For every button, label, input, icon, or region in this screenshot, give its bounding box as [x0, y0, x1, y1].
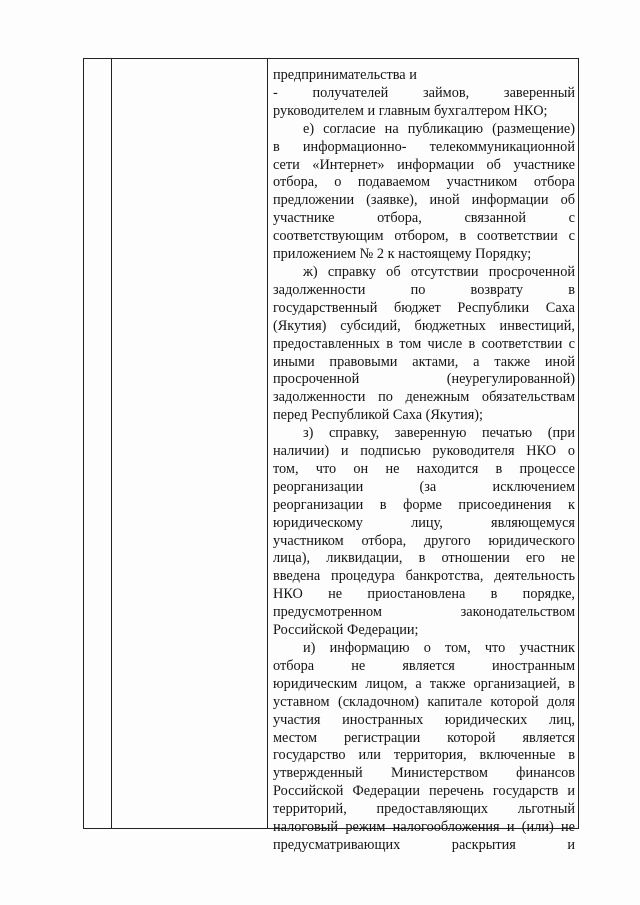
- text-line: задолженности по возврату в: [273, 281, 575, 298]
- column-divider-2: [267, 58, 268, 829]
- table-border-top: [83, 58, 579, 59]
- text-line: иными правовыми актами, а также иной: [273, 353, 575, 370]
- text-line: задолженности по денежным обязательствам: [273, 389, 575, 406]
- text-line: ж) справку об отсутствии просроченной: [303, 263, 575, 280]
- text-line: перед Республикой Саха (Якутия);: [273, 407, 484, 424]
- text-line: предусмотренном законодательством: [273, 604, 575, 621]
- text-line: участия иностранных юридических лиц,: [273, 711, 575, 728]
- text-line: - получателей займов, заверенный: [273, 84, 575, 101]
- text-line: налоговый режим налогообложения и (или) не: [273, 819, 575, 836]
- text-line: лица), ликвидации, в отношении его не: [273, 550, 575, 567]
- text-line: отбора не является иностранным: [273, 657, 575, 674]
- text-line: уставном (складочном) капитале которой доля: [273, 693, 575, 710]
- document-table: [83, 58, 579, 853]
- text-line: з) справку, заверенную печатью (при: [303, 425, 575, 442]
- text-line: местом регистрации которой является: [273, 729, 575, 746]
- text-line: государство или территория, включенные в: [273, 747, 575, 764]
- text-line: предложении (заявке), иной информации об: [273, 192, 575, 209]
- text-line: юридическим лицом, а также организацией, в: [273, 675, 575, 692]
- text-line: приложением № 2 к настоящему Порядку;: [273, 246, 532, 263]
- text-line: Российской Федерации перечень государств и: [273, 783, 575, 800]
- requirements-text-cell: [273, 67, 575, 855]
- text-line: и) информацию о том, что участник: [303, 640, 575, 656]
- text-line: введена процедура банкротства, деятельность: [273, 568, 575, 585]
- text-line: соответствующим отбором, в соответствии с: [273, 228, 575, 245]
- text-line: е) согласие на публикацию (размещение): [303, 120, 575, 137]
- text-line: предпринимательства и: [273, 67, 417, 83]
- column-divider-1: [111, 58, 112, 829]
- text-line: руководителем и главным бухгалтером НКО;: [273, 102, 548, 119]
- table-border-left: [83, 58, 84, 829]
- text-line: предусматривающих раскрытия и: [273, 836, 575, 853]
- text-line: предоставленных в том числе в соответствии с: [273, 335, 575, 352]
- text-line: наличии) и подписью руководителя НКО о: [273, 443, 575, 460]
- table-border-right: [578, 58, 579, 829]
- text-line: Российской Федерации;: [273, 622, 419, 639]
- text-line: государственный бюджет Республики Саха: [273, 299, 575, 316]
- text-line: участнике отбора, связанной с: [273, 210, 575, 227]
- text-line: реорганизации в форме присоединения к: [273, 496, 575, 513]
- text-line: участником отбора, другого юридического: [273, 532, 575, 549]
- text-line: в информационно- телекоммуникационной: [273, 138, 575, 155]
- text-line: юридическому лицу, являющемуся: [273, 514, 575, 531]
- text-line: территорий, предоставляющих льготный: [273, 801, 575, 818]
- text-line: (Якутия) субсидий, бюджетных инвестиций,: [273, 317, 575, 334]
- text-line: том, что он не находится в процессе: [273, 460, 575, 477]
- text-line: отбора, о подаваемом участником отбора: [273, 174, 575, 191]
- text-line: утвержденный Министерством финансов: [273, 765, 575, 782]
- text-line: НКО не приостановлена в порядке,: [273, 586, 575, 603]
- text-line: реорганизации (за исключением: [273, 478, 575, 495]
- text-line: сети «Интернет» информации об участнике: [273, 156, 575, 173]
- text-line: просроченной (неурегулированной): [273, 371, 575, 388]
